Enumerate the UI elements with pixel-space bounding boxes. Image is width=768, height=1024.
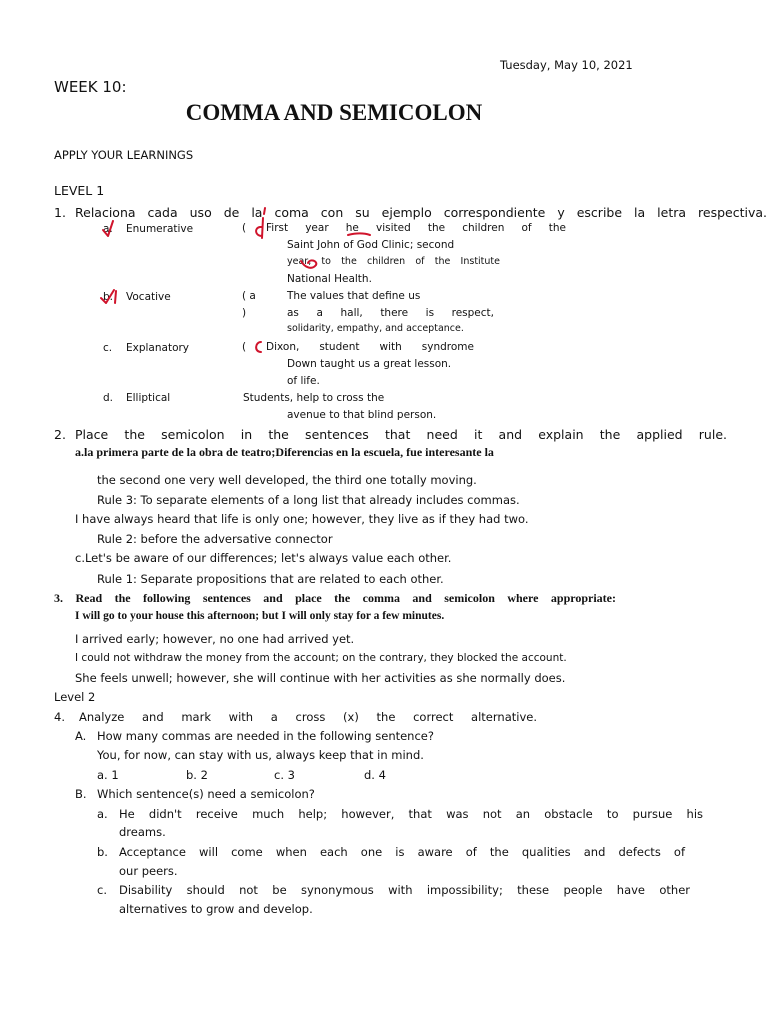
- q2-line-5: c.Let's be aware of our differences; let's always value each other.: [75, 551, 452, 565]
- q4-A-option-b[interactable]: b. 2: [186, 768, 208, 782]
- q4-number: 4.: [54, 710, 65, 724]
- item-a-paren: (: [242, 222, 247, 234]
- q4-B-letter: B.: [75, 787, 87, 801]
- q4-B-option-a-line-2: dreams.: [119, 825, 166, 839]
- item-a-line-3: year, to the children of the Institute: [287, 256, 500, 267]
- q2-line-2: Rule 3: To separate elements of a long list that already includes commas.: [97, 493, 520, 507]
- q4-A-option-a[interactable]: a. 1: [97, 768, 119, 782]
- item-a-line-2: Saint John of God Clinic; second: [287, 239, 455, 251]
- q2-text: Place the semicolon in the sentences that need it and explain the applied rule.: [75, 427, 727, 442]
- q3-line-1: I will go to your house this afternoon; but I will only stay for a few minutes.: [75, 610, 445, 622]
- ink-d-mark-a: [256, 218, 263, 238]
- item-c-letter: c.: [103, 342, 113, 354]
- q3-line-2: I arrived early; however, no one had arrived yet.: [75, 632, 355, 646]
- q1-text: Relaciona cada uso de la coma con su ejemplo correspondiente y escribe la letra respectiva.: [75, 205, 767, 220]
- q4-A-letter: A.: [75, 729, 87, 743]
- item-c-paren: (: [242, 341, 247, 353]
- item-a-letter: a.: [103, 223, 113, 235]
- item-d-line-2: avenue to that blind person.: [287, 409, 437, 421]
- subtitle: APPLY YOUR LEARNINGS: [54, 148, 194, 162]
- item-c-line-2: Down taught us a great lesson.: [287, 358, 452, 370]
- q3-text: 3. Read the following sentences and place the comma and semicolon where appropriate:: [54, 591, 616, 605]
- item-d-letter: d.: [103, 392, 114, 404]
- item-b-name: Vocative: [126, 291, 171, 303]
- item-c-line-3: of life.: [287, 375, 320, 387]
- q4-A-sentence: You, for now, can stay with us, always keep that in mind.: [97, 748, 424, 762]
- q4-A-option-c[interactable]: c. 3: [274, 768, 295, 782]
- q3-line-4: She feels unwell; however, she will continue with her activities as she normally does.: [75, 671, 566, 685]
- level1-label: LEVEL 1: [54, 183, 105, 198]
- q2-num: 2.: [54, 427, 66, 442]
- q4-B-option-b-line-2: our peers.: [119, 864, 178, 878]
- page-title: COMMA AND SEMICOLON: [185, 100, 483, 125]
- q4-B-option-b-line-1: Acceptance will come when each one is aware of the qualities and defects of: [119, 845, 685, 859]
- q4-B-option-a-line-1: He didn't receive much help; however, that was not an obstacle to pursue his: [119, 807, 703, 821]
- q4-A-question: How many commas are needed in the following sentence?: [97, 729, 434, 743]
- item-b-line-1: The values that define us: [287, 290, 421, 302]
- q2-line-6: Rule 1: Separate propositions that are related to each other.: [97, 572, 444, 586]
- level2-label: Level 2: [54, 690, 96, 704]
- item-a-line-1: First year he visited the children of the: [266, 222, 566, 234]
- q4-B-question: Which sentence(s) need a semicolon?: [97, 787, 315, 801]
- q4-B-option-c-letter[interactable]: c.: [97, 883, 107, 897]
- item-c-line-1: Dixon, student with syndrome: [266, 341, 474, 353]
- ink-mark-vocative: [115, 291, 116, 303]
- q2-line-3: I have always heard that life is only one; however, they live as if they had two.: [75, 512, 529, 526]
- q4-B-option-c-line-1: Disability should not be synonymous with impossibility; these people have other: [119, 883, 690, 897]
- item-a-line-4: National Health.: [287, 273, 372, 285]
- q4-B-option-a-letter[interactable]: a.: [97, 807, 108, 821]
- q2-line-1: the second one very well developed, the third one totally moving.: [97, 473, 477, 487]
- q3-line-3: I could not withdraw the money from the account; on the contrary, they blocked the account.: [75, 652, 567, 664]
- item-d-name: Elliptical: [126, 392, 171, 404]
- item-b-line-3: solidarity, empathy, and acceptance.: [287, 323, 464, 334]
- item-b-paren-close: ): [242, 307, 247, 319]
- item-b-paren: ( a: [242, 290, 256, 302]
- item-b-line-2: as a hall, there is respect,: [287, 307, 494, 319]
- q4-B-option-b-letter[interactable]: b.: [97, 845, 108, 859]
- q2-line-4: Rule 2: before the adversative connector: [97, 532, 333, 546]
- q1-number: 1.: [54, 205, 66, 220]
- date: Tuesday, May 10, 2021: [500, 58, 633, 72]
- item-d-line-1: Students, help to cross the: [243, 392, 385, 404]
- item-a-name: Enumerative: [126, 223, 194, 235]
- q4-text: Analyze and mark with a cross (x) the correct alternative.: [79, 710, 537, 724]
- item-b-letter: b.: [103, 291, 114, 303]
- ink-c-mark-c: [256, 342, 261, 352]
- q2-a-line: a.la primera parte de la obra de teatro;Diferencias en la escuela, fue interesante la: [75, 445, 494, 459]
- q4-A-option-d[interactable]: d. 4: [364, 768, 386, 782]
- q4-B-option-c-line-2: alternatives to grow and develop.: [119, 902, 313, 916]
- week-label: WEEK 10:: [54, 78, 127, 96]
- item-c-name: Explanatory: [126, 342, 190, 354]
